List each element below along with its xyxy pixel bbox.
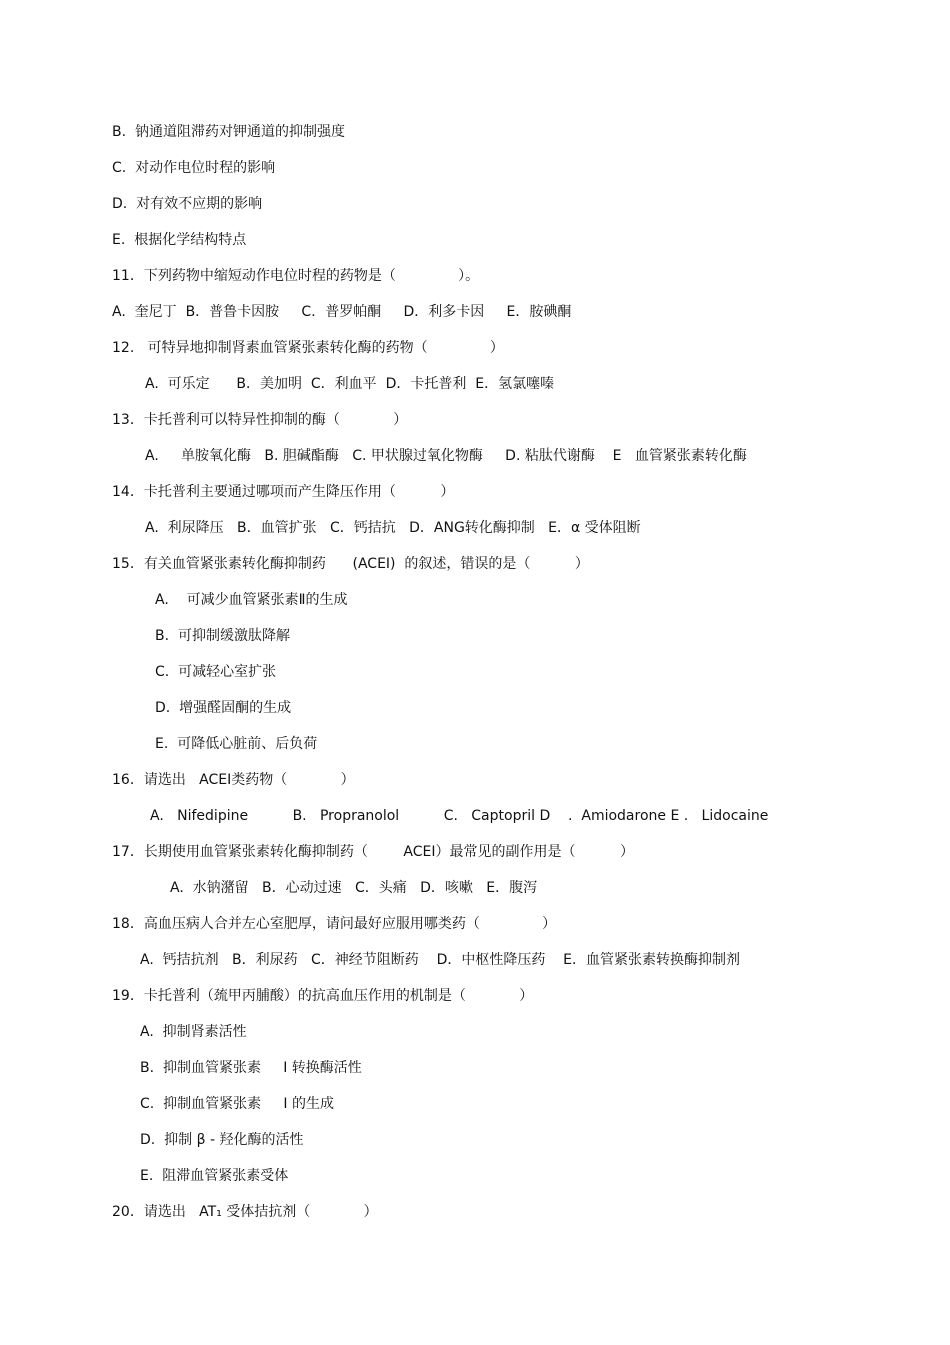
option-10e: E. 根据化学结构特点 <box>112 232 247 248</box>
option-19e: E. 阻滞血管紧张素受体 <box>140 1168 289 1184</box>
options-17: A. 水钠潴留 B．心动过速 C．头痛 D．咳嗽 E．腹泻 <box>170 880 538 896</box>
option-15b: B. 可抑制缓激肽降解 <box>155 628 290 644</box>
question-12: 12. 可特异地抑制肾素血管紧张素转化酶的药物（ ） <box>112 340 504 356</box>
options-16: A. Nifedipine B. Propranolol C. Captopril D . Amiodarone E . Lidocaine <box>150 808 769 824</box>
question-17: 17．长期使用血管紧张素转化酶抑制药（ ACEI）最常见的副作用是（ ） <box>112 844 634 860</box>
option-10c: C. 对动作电位时程的影响 <box>112 160 276 176</box>
question-18: 18．高血压病人合并左心室肥厚，请问最好应服用哪类药（ ） <box>112 916 557 932</box>
question-19: 19．卡托普利（巯甲丙脯酸）的抗高血压作用的机制是（ ） <box>112 988 534 1004</box>
option-15e: E. 可降低心脏前、后负荷 <box>155 736 318 752</box>
options-18: A. 钙拮抗剂 B．利尿药 C．神经节阻断药 D．中枢性降压药 E．血管紧张素转换酶抑制剂 <box>140 952 740 968</box>
option-15a: A. 可减少血管紧张素Ⅱ的生成 <box>155 592 348 608</box>
question-14: 14．卡托普利主要通过哪项而产生降压作用（ ） <box>112 484 455 500</box>
options-13: A. 单胺氧化酶 B. 胆碱酯酶 C. 甲状腺过氧化物酶 D. 粘肽代谢酶 E 血管紧张素转化酶 <box>145 448 747 464</box>
question-20: 20．请选出 AT₁ 受体拮抗剂（ ） <box>112 1204 378 1220</box>
question-11: 11．下列药物中缩短动作电位时程的药物是（ ）。 <box>112 268 480 284</box>
options-11: A. 奎尼丁 B．普鲁卡因胺 C．普罗帕酮 D．利多卡因 E．胺碘酮 <box>112 304 572 320</box>
option-19a: A. 抑制肾素活性 <box>140 1024 247 1040</box>
options-12: A. 可乐定 B．美加明 C．利血平 D．卡托普利 E．氢氯噻嗪 <box>145 376 555 392</box>
option-19c: C. 抑制血管紧张素 Ⅰ 的生成 <box>140 1096 334 1112</box>
question-15: 15．有关血管紧张素转化酶抑制药 (ACEI) 的叙述，错误的是（ ） <box>112 556 589 572</box>
question-13: 13．卡托普利可以特异性抑制的酶（ ） <box>112 412 408 428</box>
option-15c: C. 可减轻心室扩张 <box>155 664 277 680</box>
question-16: 16．请选出 ACEI类药物（ ） <box>112 772 355 788</box>
option-19d: D. 抑制 β - 羟化酶的活性 <box>140 1132 304 1148</box>
options-14: A. 利尿降压 B．血管扩张 C．钙拮抗 D．ANG转化酶抑制 E．α 受体阻断 <box>145 520 641 536</box>
option-15d: D. 增强醛固酮的生成 <box>155 700 292 716</box>
option-10b: B. 钠通道阻滞药对钾通道的抑制强度 <box>112 124 345 140</box>
option-19b: B. 抑制血管紧张素 Ⅰ 转换酶活性 <box>140 1060 362 1076</box>
option-10d: D. 对有效不应期的影响 <box>112 196 263 212</box>
